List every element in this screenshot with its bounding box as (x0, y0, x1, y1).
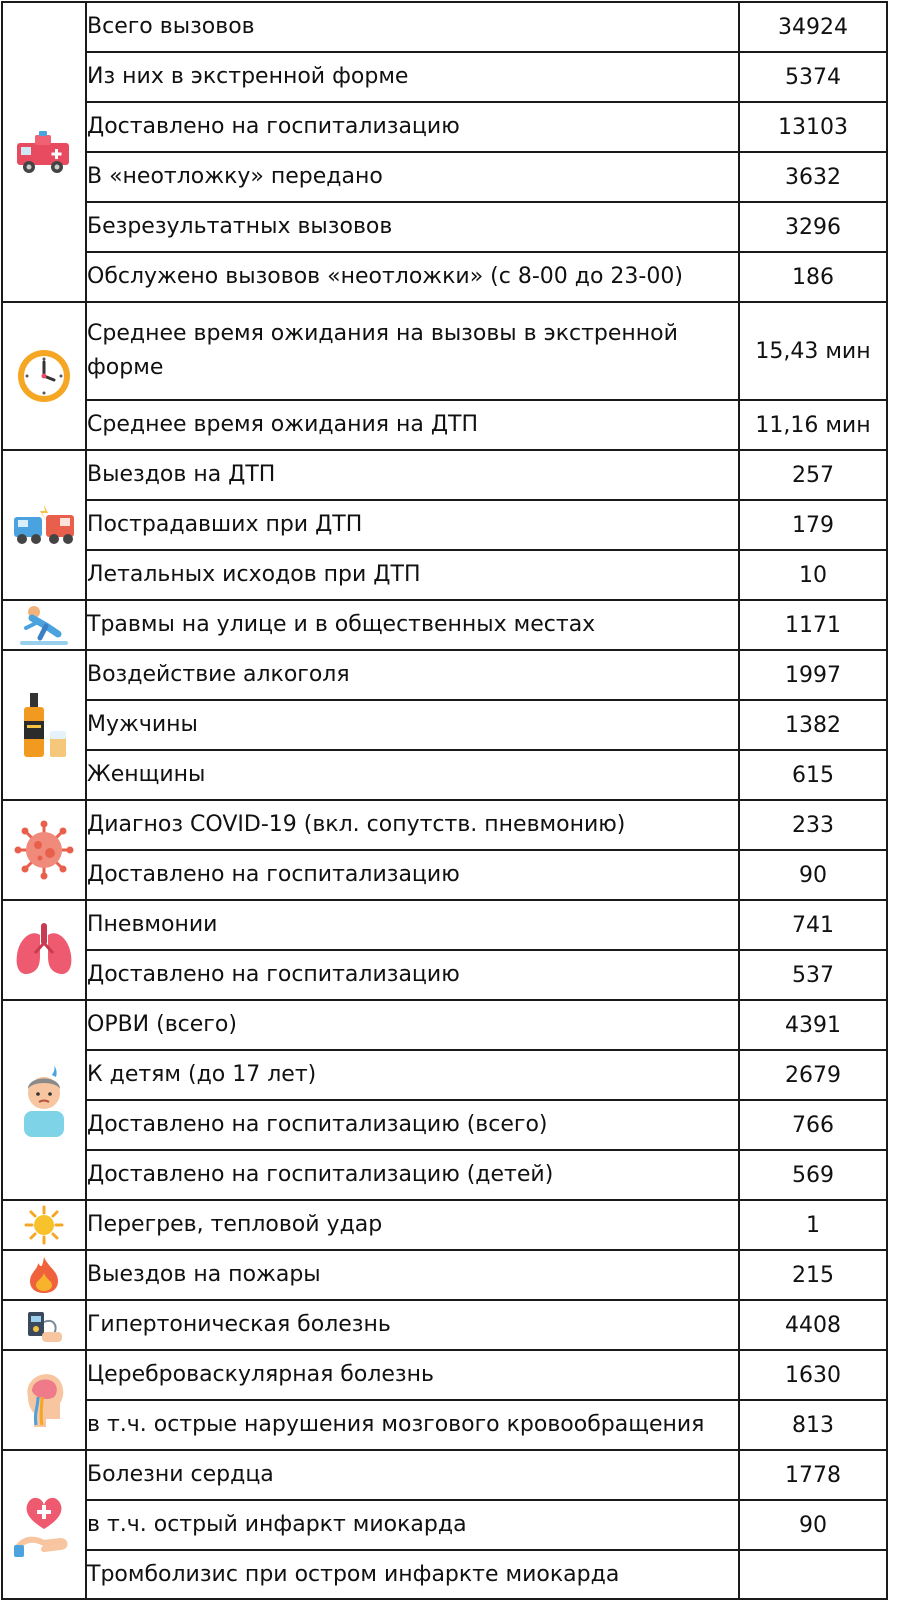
row-label: Среднее время ожидания на ДТП (86, 400, 739, 450)
row-value: 186 (739, 252, 887, 302)
row-label: Доставлено на госпитализацию (86, 102, 739, 152)
sun-icon (24, 1205, 64, 1245)
table-row (2, 650, 887, 700)
row-value: 1778 (739, 1450, 887, 1500)
row-value: 13103 (739, 102, 887, 152)
brain-icon (20, 1369, 68, 1431)
row-value: 1171 (739, 600, 887, 650)
row-label: Доставлено на госпитализацию (86, 950, 739, 1000)
table-row (2, 900, 887, 950)
row-label: К детям (до 17 лет) (86, 1050, 739, 1100)
row-label: Доставлено на госпитализацию (всего) (86, 1100, 739, 1150)
clock-icon-cell (2, 302, 86, 450)
row-label: Пневмонии (86, 900, 739, 950)
row-value: 813 (739, 1400, 887, 1450)
row-value: 766 (739, 1100, 887, 1150)
row-value: 741 (739, 900, 887, 950)
row-value: 90 (739, 850, 887, 900)
row-label: ОРВИ (всего) (86, 1000, 739, 1050)
table-row (2, 550, 887, 600)
table-row (2, 1200, 887, 1250)
car-crash-icon (12, 501, 76, 549)
table-row (2, 1150, 887, 1200)
row-label: Доставлено на госпитализацию (детей) (86, 1150, 739, 1200)
fire-icon-cell (2, 1250, 86, 1300)
table-row (2, 1350, 887, 1400)
lungs-icon (13, 921, 75, 979)
slip-fall-icon-cell (2, 600, 86, 650)
table-row (2, 1250, 887, 1300)
row-label: Доставлено на госпитализацию (86, 850, 739, 900)
blood-pressure-icon (24, 1306, 64, 1344)
table-row (2, 102, 887, 152)
table-row (2, 750, 887, 800)
heart-care-icon-cell (2, 1450, 86, 1599)
table-row (2, 1500, 887, 1550)
row-value: 4408 (739, 1300, 887, 1350)
row-value: 5374 (739, 52, 887, 102)
virus-icon-cell (2, 800, 86, 900)
table-row (2, 1400, 887, 1450)
ambulance-icon-cell (2, 2, 86, 302)
row-value (739, 1550, 887, 1599)
alcohol-bottle-icon (18, 691, 70, 759)
table-row (2, 302, 887, 400)
table-row (2, 400, 887, 450)
row-value: 257 (739, 450, 887, 500)
row-label: в т.ч. острый инфаркт миокарда (86, 1500, 739, 1550)
sick-person-icon (16, 1063, 72, 1137)
row-label: Перегрев, тепловой удар (86, 1200, 739, 1250)
row-value: 537 (739, 950, 887, 1000)
ambulance-icon (13, 129, 75, 175)
row-value: 569 (739, 1150, 887, 1200)
row-value: 3632 (739, 152, 887, 202)
row-label: Пострадавших при ДТП (86, 500, 739, 550)
table-row (2, 1450, 887, 1500)
row-label: Летальных исходов при ДТП (86, 550, 739, 600)
heart-care-icon (14, 1491, 74, 1559)
row-label: Воздействие алкоголя (86, 650, 739, 700)
brain-icon-cell (2, 1350, 86, 1450)
table-row (2, 2, 887, 52)
row-label: Гипертоническая болезнь (86, 1300, 739, 1350)
row-value: 615 (739, 750, 887, 800)
sick-person-icon-cell (2, 1000, 86, 1200)
row-label: В «неотложку» передано (86, 152, 739, 202)
table-row (2, 202, 887, 252)
fire-icon (26, 1255, 62, 1295)
row-value: 179 (739, 500, 887, 550)
row-label: Мужчины (86, 700, 739, 750)
row-label: Выездов на ДТП (86, 450, 739, 500)
lungs-icon-cell (2, 900, 86, 1000)
car-crash-icon-cell (2, 450, 86, 600)
row-label: Диагноз COVID-19 (вкл. сопутств. пневмонию) (86, 800, 739, 850)
table-row (2, 850, 887, 900)
blood-pressure-icon-cell (2, 1300, 86, 1350)
row-value: 4391 (739, 1000, 887, 1050)
alcohol-bottle-icon-cell (2, 650, 86, 800)
slip-fall-icon (18, 604, 70, 646)
row-value: 215 (739, 1250, 887, 1300)
row-value: 3296 (739, 202, 887, 252)
row-value: 233 (739, 800, 887, 850)
row-value: 90 (739, 1500, 887, 1550)
row-label: Женщины (86, 750, 739, 800)
row-label: Болезни сердца (86, 1450, 739, 1500)
row-value: 2679 (739, 1050, 887, 1100)
table-row (2, 600, 887, 650)
table-row (2, 1100, 887, 1150)
table-row (2, 800, 887, 850)
row-value: 15,43 мин (739, 302, 887, 400)
row-label: в т.ч. острые нарушения мозгового кровообращения (86, 1400, 739, 1450)
row-value: 10 (739, 550, 887, 600)
table-row (2, 152, 887, 202)
table-row (2, 450, 887, 500)
table-row (2, 1550, 887, 1599)
table-row (2, 1300, 887, 1350)
table-row (2, 950, 887, 1000)
row-value: 1 (739, 1200, 887, 1250)
row-label: Обслужено вызовов «неотложки» (с 8-00 до 23-00) (86, 252, 739, 302)
row-label: Всего вызовов (86, 2, 739, 52)
row-value: 1630 (739, 1350, 887, 1400)
table-row (2, 1050, 887, 1100)
row-label: Тромболизис при остром инфаркте миокарда (86, 1550, 739, 1599)
table-row (2, 252, 887, 302)
row-label: Безрезультатных вызовов (86, 202, 739, 252)
row-label: Выездов на пожары (86, 1250, 739, 1300)
table-row (2, 500, 887, 550)
row-value: 1382 (739, 700, 887, 750)
statistics-table (1, 1, 888, 1600)
virus-icon (14, 820, 74, 880)
row-label: Цереброваскулярная болезнь (86, 1350, 739, 1400)
row-value: 34924 (739, 2, 887, 52)
row-value: 11,16 мин (739, 400, 887, 450)
row-label: Травмы на улице и в общественных местах (86, 600, 739, 650)
sun-icon-cell (2, 1200, 86, 1250)
table-row (2, 700, 887, 750)
table-row (2, 52, 887, 102)
row-label: Среднее время ожидания на вызовы в экстренной форме (86, 302, 739, 400)
row-label: Из них в экстренной форме (86, 52, 739, 102)
row-value: 1997 (739, 650, 887, 700)
table-row (2, 1000, 887, 1050)
clock-icon (16, 348, 72, 404)
